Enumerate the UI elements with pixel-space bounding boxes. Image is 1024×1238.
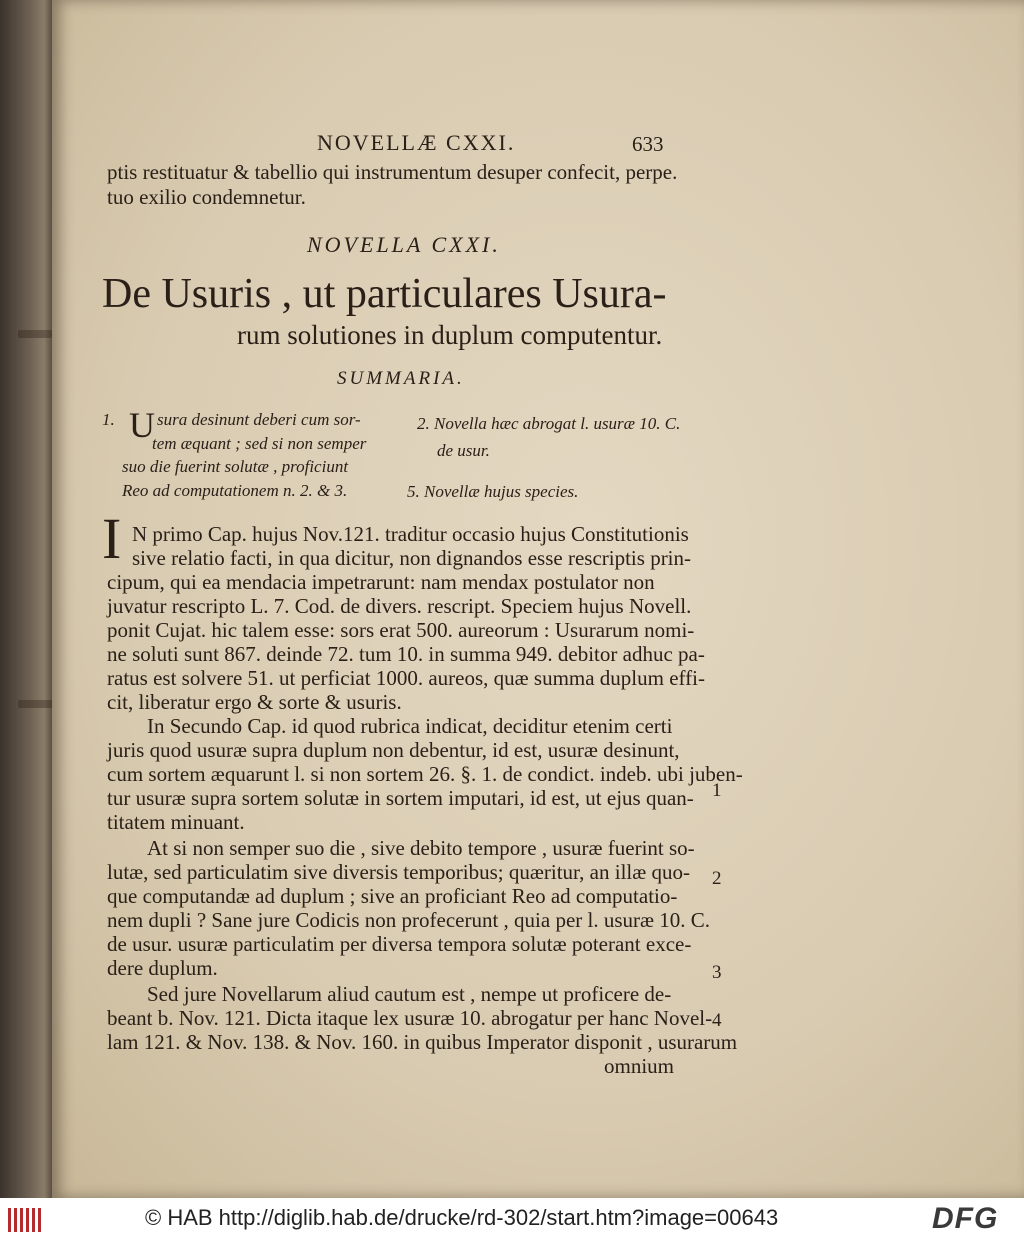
body-line: nem dupli ? Sane jure Codicis non profecerunt , quia per l. usuræ 10. C.	[107, 908, 711, 932]
carry-over-line: ptis restituatur & tabellio qui instrumentum desuper confecit, perpe.	[107, 160, 678, 184]
adjacent-page-text-fragment	[18, 330, 52, 338]
body-line: sive relatio facti, in qua dicitur, non dignandos esse rescriptis prin-	[132, 546, 692, 570]
body-line: ne soluti sunt 867. deinde 72. tum 10. in summa 949. debitor adhuc pa-	[107, 642, 705, 666]
body-line: In Secundo Cap. id quod rubrica indicat, deciditur etenim certi	[147, 714, 673, 738]
summary-marker: 1.	[102, 410, 115, 429]
body-line: lam 121. & Nov. 138. & Nov. 160. in quibus Imperator disponit , usurarum	[107, 1030, 738, 1054]
summary-right-line: de usur.	[437, 441, 490, 460]
body-line: Sed jure Novellarum aliud cautum est , nempe ut proficere de-	[147, 982, 672, 1006]
body-line: cipum, qui ea mendacia impetrarunt: nam mendax postulator non	[107, 570, 655, 594]
margin-number: 2	[712, 868, 722, 889]
carry-over-line: tuo exilio condemnetur.	[107, 185, 306, 209]
body-line: At si non semper suo die , sive debito tempore , usuræ fuerint so-	[147, 836, 695, 860]
body-line: beant b. Nov. 121. Dicta itaque lex usuræ 10. abrogatur per hanc Novel-	[107, 1006, 713, 1030]
body-line: ratus est solvere 51. ut perficiat 1000. aureos, quæ summa duplum effi-	[107, 666, 705, 690]
catchword: omnium	[604, 1054, 675, 1078]
margin-number: 4	[712, 1010, 722, 1031]
margin-number: 1	[712, 780, 722, 801]
summary-left-line: Reo ad computationem n. 2. & 3.	[122, 481, 348, 500]
summary-right-line: 2. Novella hæc abrogat l. usuræ 10. C.	[417, 414, 681, 433]
library-barcode-icon	[6, 1204, 46, 1234]
chapter-title-line-1: De Usuris , ut particulares Usura-	[102, 271, 667, 317]
summary-left-line: sura desinunt deberi cum sor-	[157, 410, 361, 429]
chapter-title-line-2: rum solutiones in duplum computentur.	[237, 320, 663, 350]
book-page	[52, 0, 1024, 1198]
body-line: N primo Cap. hujus Nov.121. traditur occasio hujus Constitutionis	[132, 522, 689, 546]
body-line: cum sortem æquarunt l. si non sortem 26. §. 1. de condict. indeb. ubi juben-	[107, 762, 743, 786]
dfg-logo: DFG	[932, 1202, 999, 1235]
body-line: que computandæ ad duplum ; sive an proficiant Reo ad computatio-	[107, 884, 678, 908]
body-line: lutæ, sed particulatim sive diversis temporibus; quæritur, an illæ quo-	[107, 860, 691, 884]
summary-left-line: suo die fuerint solutæ , proficiunt	[122, 457, 349, 476]
drop-cap: I	[102, 506, 122, 571]
body-line: ponit Cujat. hic talem esse: sors erat 500. aureorum : Usurarum nomi-	[107, 618, 695, 642]
adjacent-page-text-fragment	[18, 700, 52, 708]
viewer-footer	[0, 1198, 1024, 1238]
body-line: dere duplum.	[107, 956, 218, 980]
summary-left-line: tem æquant ; sed si non semper	[152, 434, 367, 453]
body-line: de usur. usuræ particulatim per diversa tempora solutæ poterant exce-	[107, 932, 692, 956]
body-line: juris quod usuræ supra duplum non debentur, id est, usuræ desinunt,	[107, 738, 680, 762]
copyright-link[interactable]: © HAB http://diglib.hab.de/drucke/rd-302/start.htm?image=00643	[145, 1205, 779, 1230]
body-line: cit, liberatur ergo & sorte & usuris.	[107, 690, 402, 714]
page-number: 633	[632, 132, 664, 156]
summary-initial: U	[129, 405, 155, 445]
body-line: tur usuræ supra sortem solutæ in sortem imputari, id est, ut ejus quan-	[107, 786, 694, 810]
running-head: NOVELLÆ CXXI.	[317, 130, 516, 155]
margin-number: 3	[712, 962, 722, 983]
body-line: juvatur rescripto L. 7. Cod. de divers. rescript. Speciem hujus Novell.	[107, 594, 692, 618]
adjacent-page-edge	[0, 0, 52, 1198]
novella-label: NOVELLA CXXI.	[307, 232, 501, 257]
body-line: titatem minuant.	[107, 810, 245, 834]
summary-right-line: 5. Novellæ hujus species.	[407, 482, 579, 501]
summaria-heading: SUMMARIA.	[337, 368, 465, 389]
